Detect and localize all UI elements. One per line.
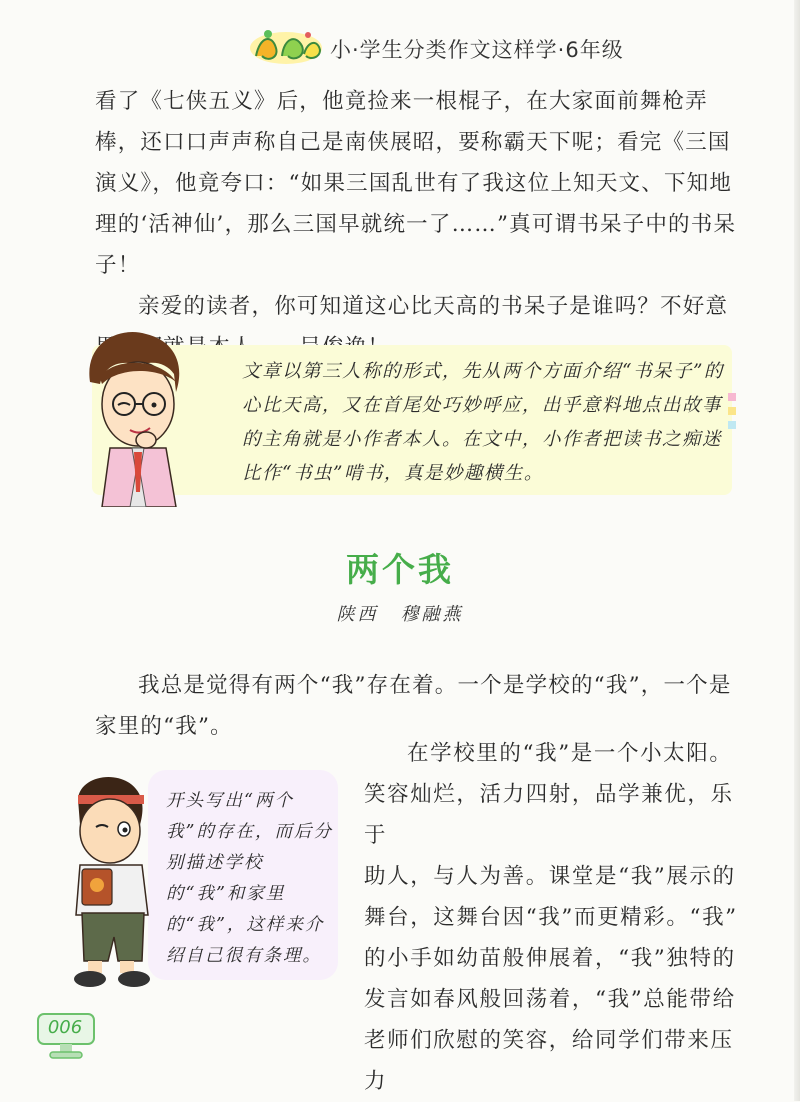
text-line: 发言如春风般回荡着，“我”总能带给 bbox=[364, 987, 736, 1012]
series-logo-icon bbox=[246, 26, 326, 68]
story-column bbox=[364, 733, 754, 1102]
text-line: 助人，与人为善。课堂是“我”展示的 bbox=[364, 864, 736, 889]
text-line: 笑容灿烂，活力四射，品学兼优，乐于 bbox=[364, 782, 734, 848]
boy-eating-snack-illustration bbox=[50, 765, 170, 990]
text-line: 的小手如幼苗般伸展着，“我”独特的 bbox=[364, 946, 736, 971]
book-title: 小·学生分类作文这样学·6年级 bbox=[330, 38, 624, 62]
text-line: 老师们欣慰的笑容，给同学们带来压力 bbox=[364, 1028, 734, 1094]
paragraph: 亲爱的读者，你可知道这心比天高的书呆子是谁吗？不好意 bbox=[138, 294, 729, 319]
story-byline bbox=[0, 600, 800, 626]
author-name: 穆融燕 bbox=[400, 604, 464, 625]
paragraph: 看了《七侠五义》后，他竟捡来一根棍子，在大家面前舞枪弄棒，还口口声声称自己是南侠展昭，要称霸天下呢；看完《三国演义》，他竟夸口：“如果三国乱世有了我这位上知天文、下知地理的‘活神仙’，那么三国早就统一了……”真可谓书呆子中的书呆子！ bbox=[95, 89, 737, 278]
text-line: 在学校里的“我”是一个小太阳。 bbox=[407, 741, 733, 766]
paragraph: 我总是觉得有两个“我”存在着。一个是学校的“我”，一个是家里的“我”。 bbox=[95, 673, 732, 739]
page-number: 006 bbox=[47, 1017, 83, 1038]
page-header bbox=[0, 26, 800, 70]
comment-text: 文章以第三人称的形式，先从两个方面介绍“书呆子”的心比天高，又在首尾处巧妙呼应，出乎意料地点出故事的主角就是小作者本人。在文中，小作者把读书之痴迷比作“书虫”啃书，真是妙趣横生。 bbox=[242, 361, 724, 484]
story-title: 两个我 bbox=[346, 550, 454, 589]
author-region: 陕西 bbox=[336, 604, 379, 625]
boy-with-glasses-illustration bbox=[80, 322, 200, 507]
text-line: 舞台，这舞台因“我”而更精彩。“我” bbox=[364, 905, 738, 930]
comment-text: 开头写出“两个我”的存在，而后分别描述学校的“我”和家里的“我”，这样来介绍自己很有条理。 bbox=[166, 791, 333, 966]
decorative-squares bbox=[728, 393, 738, 435]
